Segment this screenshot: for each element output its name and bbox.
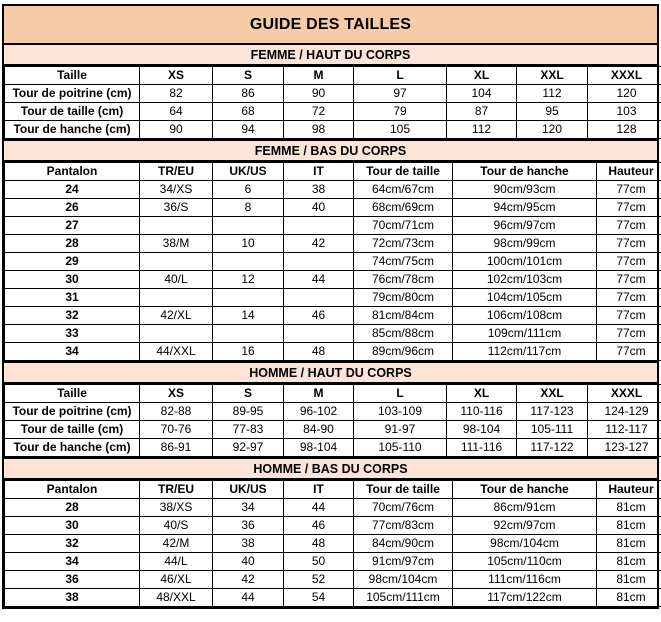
- table-cell: 95: [517, 103, 588, 121]
- sections-container: [4, 45, 657, 607]
- column-header: Hauteur: [597, 163, 661, 181]
- table-cell: 94: [213, 121, 284, 139]
- table-cell: 44/L: [140, 553, 213, 571]
- column-header: XS: [140, 385, 213, 403]
- table-cell: 85cm/88cm: [354, 325, 453, 343]
- table-row: [5, 589, 661, 607]
- row-label: 24: [5, 181, 140, 199]
- table-cell: 100cm/101cm: [453, 253, 597, 271]
- table-cell: 82: [140, 85, 213, 103]
- row-label: 36: [5, 571, 140, 589]
- table-cell: 81cm: [597, 535, 661, 553]
- column-header: XXL: [517, 385, 588, 403]
- table-cell: 44: [284, 499, 354, 517]
- column-header: M: [284, 385, 354, 403]
- row-label: Tour de poitrine (cm): [5, 85, 140, 103]
- table-row: [5, 499, 661, 517]
- table-cell: 112cm/117cm: [453, 343, 597, 361]
- size-guide-section: [4, 457, 657, 607]
- table-cell: 8: [213, 199, 284, 217]
- table-cell: 81cm: [597, 499, 661, 517]
- table-cell: 42/XL: [140, 307, 213, 325]
- size-guide-section: [4, 139, 657, 361]
- table-cell: 92-97: [213, 439, 284, 457]
- table-row: [5, 253, 661, 271]
- table-cell: 103: [588, 103, 661, 121]
- row-label: Tour de hanche (cm): [5, 439, 140, 457]
- table-cell: 40/L: [140, 271, 213, 289]
- row-label: Tour de taille (cm): [5, 103, 140, 121]
- column-header: Taille: [5, 67, 140, 85]
- table-cell: 81cm: [597, 517, 661, 535]
- table-cell: 90: [140, 121, 213, 139]
- table-cell: 89cm/96cm: [354, 343, 453, 361]
- table-cell: 86-91: [140, 439, 213, 457]
- header-row: [5, 385, 661, 403]
- row-label: 32: [5, 307, 140, 325]
- column-header: XXXL: [588, 67, 661, 85]
- table-cell: 98cm/99cm: [453, 235, 597, 253]
- column-header: S: [213, 385, 284, 403]
- row-label: 30: [5, 517, 140, 535]
- table-cell: 52: [284, 571, 354, 589]
- table-cell: 98cm/104cm: [354, 571, 453, 589]
- table-cell: 96-102: [284, 403, 354, 421]
- row-label: 26: [5, 199, 140, 217]
- table-cell: 90: [284, 85, 354, 103]
- row-label: 31: [5, 289, 140, 307]
- table-cell: 77cm/83cm: [354, 517, 453, 535]
- table-row: [5, 217, 661, 235]
- table-cell: 6: [213, 181, 284, 199]
- table-cell: 77cm: [597, 271, 661, 289]
- table-cell: 86cm/91cm: [453, 499, 597, 517]
- table-cell: 46: [284, 307, 354, 325]
- section-heading: FEMME / BAS DU CORPS: [4, 139, 657, 162]
- table-cell: 81cm: [597, 553, 661, 571]
- row-label: 27: [5, 217, 140, 235]
- row-label: 28: [5, 235, 140, 253]
- table-cell: 94cm/95cm: [453, 199, 597, 217]
- table-cell: 40/S: [140, 517, 213, 535]
- table-cell: 72: [284, 103, 354, 121]
- table-cell: 50: [284, 553, 354, 571]
- table-cell: 44: [213, 589, 284, 607]
- row-label: 33: [5, 325, 140, 343]
- column-header: XL: [447, 67, 517, 85]
- table-cell: 42: [284, 235, 354, 253]
- table-cell: 106cm/108cm: [453, 307, 597, 325]
- table-row: [5, 121, 661, 139]
- table-cell: 70cm/71cm: [354, 217, 453, 235]
- table-cell: 77cm: [597, 181, 661, 199]
- table-cell: 48/XXL: [140, 589, 213, 607]
- table-cell: 105cm/110cm: [453, 553, 597, 571]
- column-header: IT: [284, 481, 354, 499]
- section-heading: FEMME / HAUT DU CORPS: [4, 45, 657, 66]
- header-row: [5, 163, 661, 181]
- row-label: 34: [5, 343, 140, 361]
- table-cell: [213, 325, 284, 343]
- table-row: [5, 199, 661, 217]
- table-row: [5, 517, 661, 535]
- table-cell: 36: [213, 517, 284, 535]
- size-guide-section: [4, 361, 657, 457]
- table-row: [5, 85, 661, 103]
- column-header: UK/US: [213, 163, 284, 181]
- table-row: [5, 271, 661, 289]
- table-cell: 68cm/69cm: [354, 199, 453, 217]
- section-heading: HOMME / BAS DU CORPS: [4, 457, 657, 480]
- table-cell: 77cm: [597, 307, 661, 325]
- table-cell: 34: [213, 499, 284, 517]
- table-cell: 77cm: [597, 235, 661, 253]
- table-cell: 34/XS: [140, 181, 213, 199]
- table-cell: 77-83: [213, 421, 284, 439]
- table-cell: [284, 217, 354, 235]
- column-header: Taille: [5, 385, 140, 403]
- table-cell: 42: [213, 571, 284, 589]
- table-cell: [140, 325, 213, 343]
- table-cell: 105: [354, 121, 447, 139]
- row-label: 38: [5, 589, 140, 607]
- table-cell: 46/XL: [140, 571, 213, 589]
- table-cell: 64cm/67cm: [354, 181, 453, 199]
- table-cell: 105-110: [354, 439, 447, 457]
- row-label: 29: [5, 253, 140, 271]
- table-cell: 92cm/97cm: [453, 517, 597, 535]
- table-cell: 48: [284, 535, 354, 553]
- table-cell: 112: [447, 121, 517, 139]
- table-cell: 124-129: [588, 403, 661, 421]
- table-cell: 96cm/97cm: [453, 217, 597, 235]
- table-cell: 77cm: [597, 343, 661, 361]
- table-cell: 77cm: [597, 199, 661, 217]
- table-cell: 68: [213, 103, 284, 121]
- table-cell: 79cm/80cm: [354, 289, 453, 307]
- table-row: [5, 571, 661, 589]
- table-cell: 10: [213, 235, 284, 253]
- size-table: [4, 66, 661, 139]
- size-guide-sheet: [2, 4, 659, 609]
- column-header: XXXL: [588, 385, 661, 403]
- table-cell: 38: [213, 535, 284, 553]
- table-cell: [140, 217, 213, 235]
- column-header: Pantalon: [5, 163, 140, 181]
- table-cell: 64: [140, 103, 213, 121]
- table-cell: 91-97: [354, 421, 447, 439]
- size-guide-section: [4, 45, 657, 139]
- table-row: [5, 103, 661, 121]
- column-header: Tour de taille: [354, 163, 453, 181]
- table-cell: 87: [447, 103, 517, 121]
- table-cell: [140, 253, 213, 271]
- row-label: 32: [5, 535, 140, 553]
- table-cell: 14: [213, 307, 284, 325]
- table-cell: 111-116: [447, 439, 517, 457]
- table-row: [5, 439, 661, 457]
- table-cell: [284, 325, 354, 343]
- table-cell: 98cm/104cm: [453, 535, 597, 553]
- table-row: [5, 403, 661, 421]
- header-row: [5, 481, 661, 499]
- table-cell: 91cm/97cm: [354, 553, 453, 571]
- table-cell: 81cm/84cm: [354, 307, 453, 325]
- table-cell: 77cm: [597, 325, 661, 343]
- table-cell: 40: [213, 553, 284, 571]
- column-header: M: [284, 67, 354, 85]
- table-row: [5, 235, 661, 253]
- table-cell: 111cm/116cm: [453, 571, 597, 589]
- column-header: TR/EU: [140, 481, 213, 499]
- table-cell: 117-122: [517, 439, 588, 457]
- column-header: UK/US: [213, 481, 284, 499]
- table-cell: 112-117: [588, 421, 661, 439]
- table-cell: 110-116: [447, 403, 517, 421]
- table-cell: 84-90: [284, 421, 354, 439]
- column-header: TR/EU: [140, 163, 213, 181]
- column-header: XXL: [517, 67, 588, 85]
- table-cell: 38: [284, 181, 354, 199]
- column-header: L: [354, 385, 447, 403]
- table-cell: [213, 217, 284, 235]
- column-header: Pantalon: [5, 481, 140, 499]
- table-cell: 84cm/90cm: [354, 535, 453, 553]
- table-cell: [140, 289, 213, 307]
- table-cell: 79: [354, 103, 447, 121]
- table-cell: 120: [517, 121, 588, 139]
- table-cell: 48: [284, 343, 354, 361]
- size-table: [4, 162, 661, 361]
- column-header: S: [213, 67, 284, 85]
- table-cell: 82-88: [140, 403, 213, 421]
- table-cell: 38/M: [140, 235, 213, 253]
- table-cell: 81cm: [597, 571, 661, 589]
- size-table: [4, 480, 661, 607]
- section-heading: HOMME / HAUT DU CORPS: [4, 361, 657, 384]
- table-cell: 104: [447, 85, 517, 103]
- table-row: [5, 307, 661, 325]
- column-header: L: [354, 67, 447, 85]
- table-cell: 98-104: [447, 421, 517, 439]
- table-cell: 74cm/75cm: [354, 253, 453, 271]
- table-cell: 98-104: [284, 439, 354, 457]
- table-cell: [284, 289, 354, 307]
- table-cell: 81cm: [597, 589, 661, 607]
- table-cell: 86: [213, 85, 284, 103]
- table-cell: 42/M: [140, 535, 213, 553]
- table-cell: 76cm/78cm: [354, 271, 453, 289]
- table-cell: 105-111: [517, 421, 588, 439]
- row-label: 34: [5, 553, 140, 571]
- table-cell: 38/XS: [140, 499, 213, 517]
- table-cell: 102cm/103cm: [453, 271, 597, 289]
- column-header: Tour de hanche: [453, 163, 597, 181]
- table-cell: 44/XXL: [140, 343, 213, 361]
- table-cell: 103-109: [354, 403, 447, 421]
- table-cell: 90cm/93cm: [453, 181, 597, 199]
- row-label: 28: [5, 499, 140, 517]
- page-title: GUIDE DES TAILLES: [4, 6, 657, 45]
- table-cell: 77cm: [597, 253, 661, 271]
- row-label: 30: [5, 271, 140, 289]
- table-cell: 98: [284, 121, 354, 139]
- column-header: XS: [140, 67, 213, 85]
- table-cell: 46: [284, 517, 354, 535]
- column-header: Tour de hanche: [453, 481, 597, 499]
- table-row: [5, 181, 661, 199]
- table-row: [5, 343, 661, 361]
- row-label: Tour de taille (cm): [5, 421, 140, 439]
- table-cell: [213, 253, 284, 271]
- row-label: Tour de poitrine (cm): [5, 403, 140, 421]
- table-cell: 16: [213, 343, 284, 361]
- table-cell: 77cm: [597, 217, 661, 235]
- size-table: [4, 384, 661, 457]
- table-cell: 44: [284, 271, 354, 289]
- table-cell: 70-76: [140, 421, 213, 439]
- table-cell: 128: [588, 121, 661, 139]
- row-label: Tour de hanche (cm): [5, 121, 140, 139]
- table-row: [5, 325, 661, 343]
- table-cell: [213, 289, 284, 307]
- table-cell: 12: [213, 271, 284, 289]
- table-cell: 120: [588, 85, 661, 103]
- table-cell: 112: [517, 85, 588, 103]
- table-row: [5, 553, 661, 571]
- table-cell: 77cm: [597, 289, 661, 307]
- table-cell: 36/S: [140, 199, 213, 217]
- header-row: [5, 67, 661, 85]
- table-row: [5, 289, 661, 307]
- table-cell: 109cm/111cm: [453, 325, 597, 343]
- table-cell: 117-123: [517, 403, 588, 421]
- column-header: XL: [447, 385, 517, 403]
- table-cell: 89-95: [213, 403, 284, 421]
- table-cell: 123-127: [588, 439, 661, 457]
- table-cell: 104cm/105cm: [453, 289, 597, 307]
- table-cell: 72cm/73cm: [354, 235, 453, 253]
- table-cell: 97: [354, 85, 447, 103]
- column-header: Tour de taille: [354, 481, 453, 499]
- column-header: Hauteur: [597, 481, 661, 499]
- table-cell: 40: [284, 199, 354, 217]
- column-header: IT: [284, 163, 354, 181]
- table-cell: 117cm/122cm: [453, 589, 597, 607]
- table-cell: 105cm/111cm: [354, 589, 453, 607]
- table-row: [5, 421, 661, 439]
- table-cell: [284, 253, 354, 271]
- table-cell: 54: [284, 589, 354, 607]
- table-cell: 70cm/76cm: [354, 499, 453, 517]
- table-row: [5, 535, 661, 553]
